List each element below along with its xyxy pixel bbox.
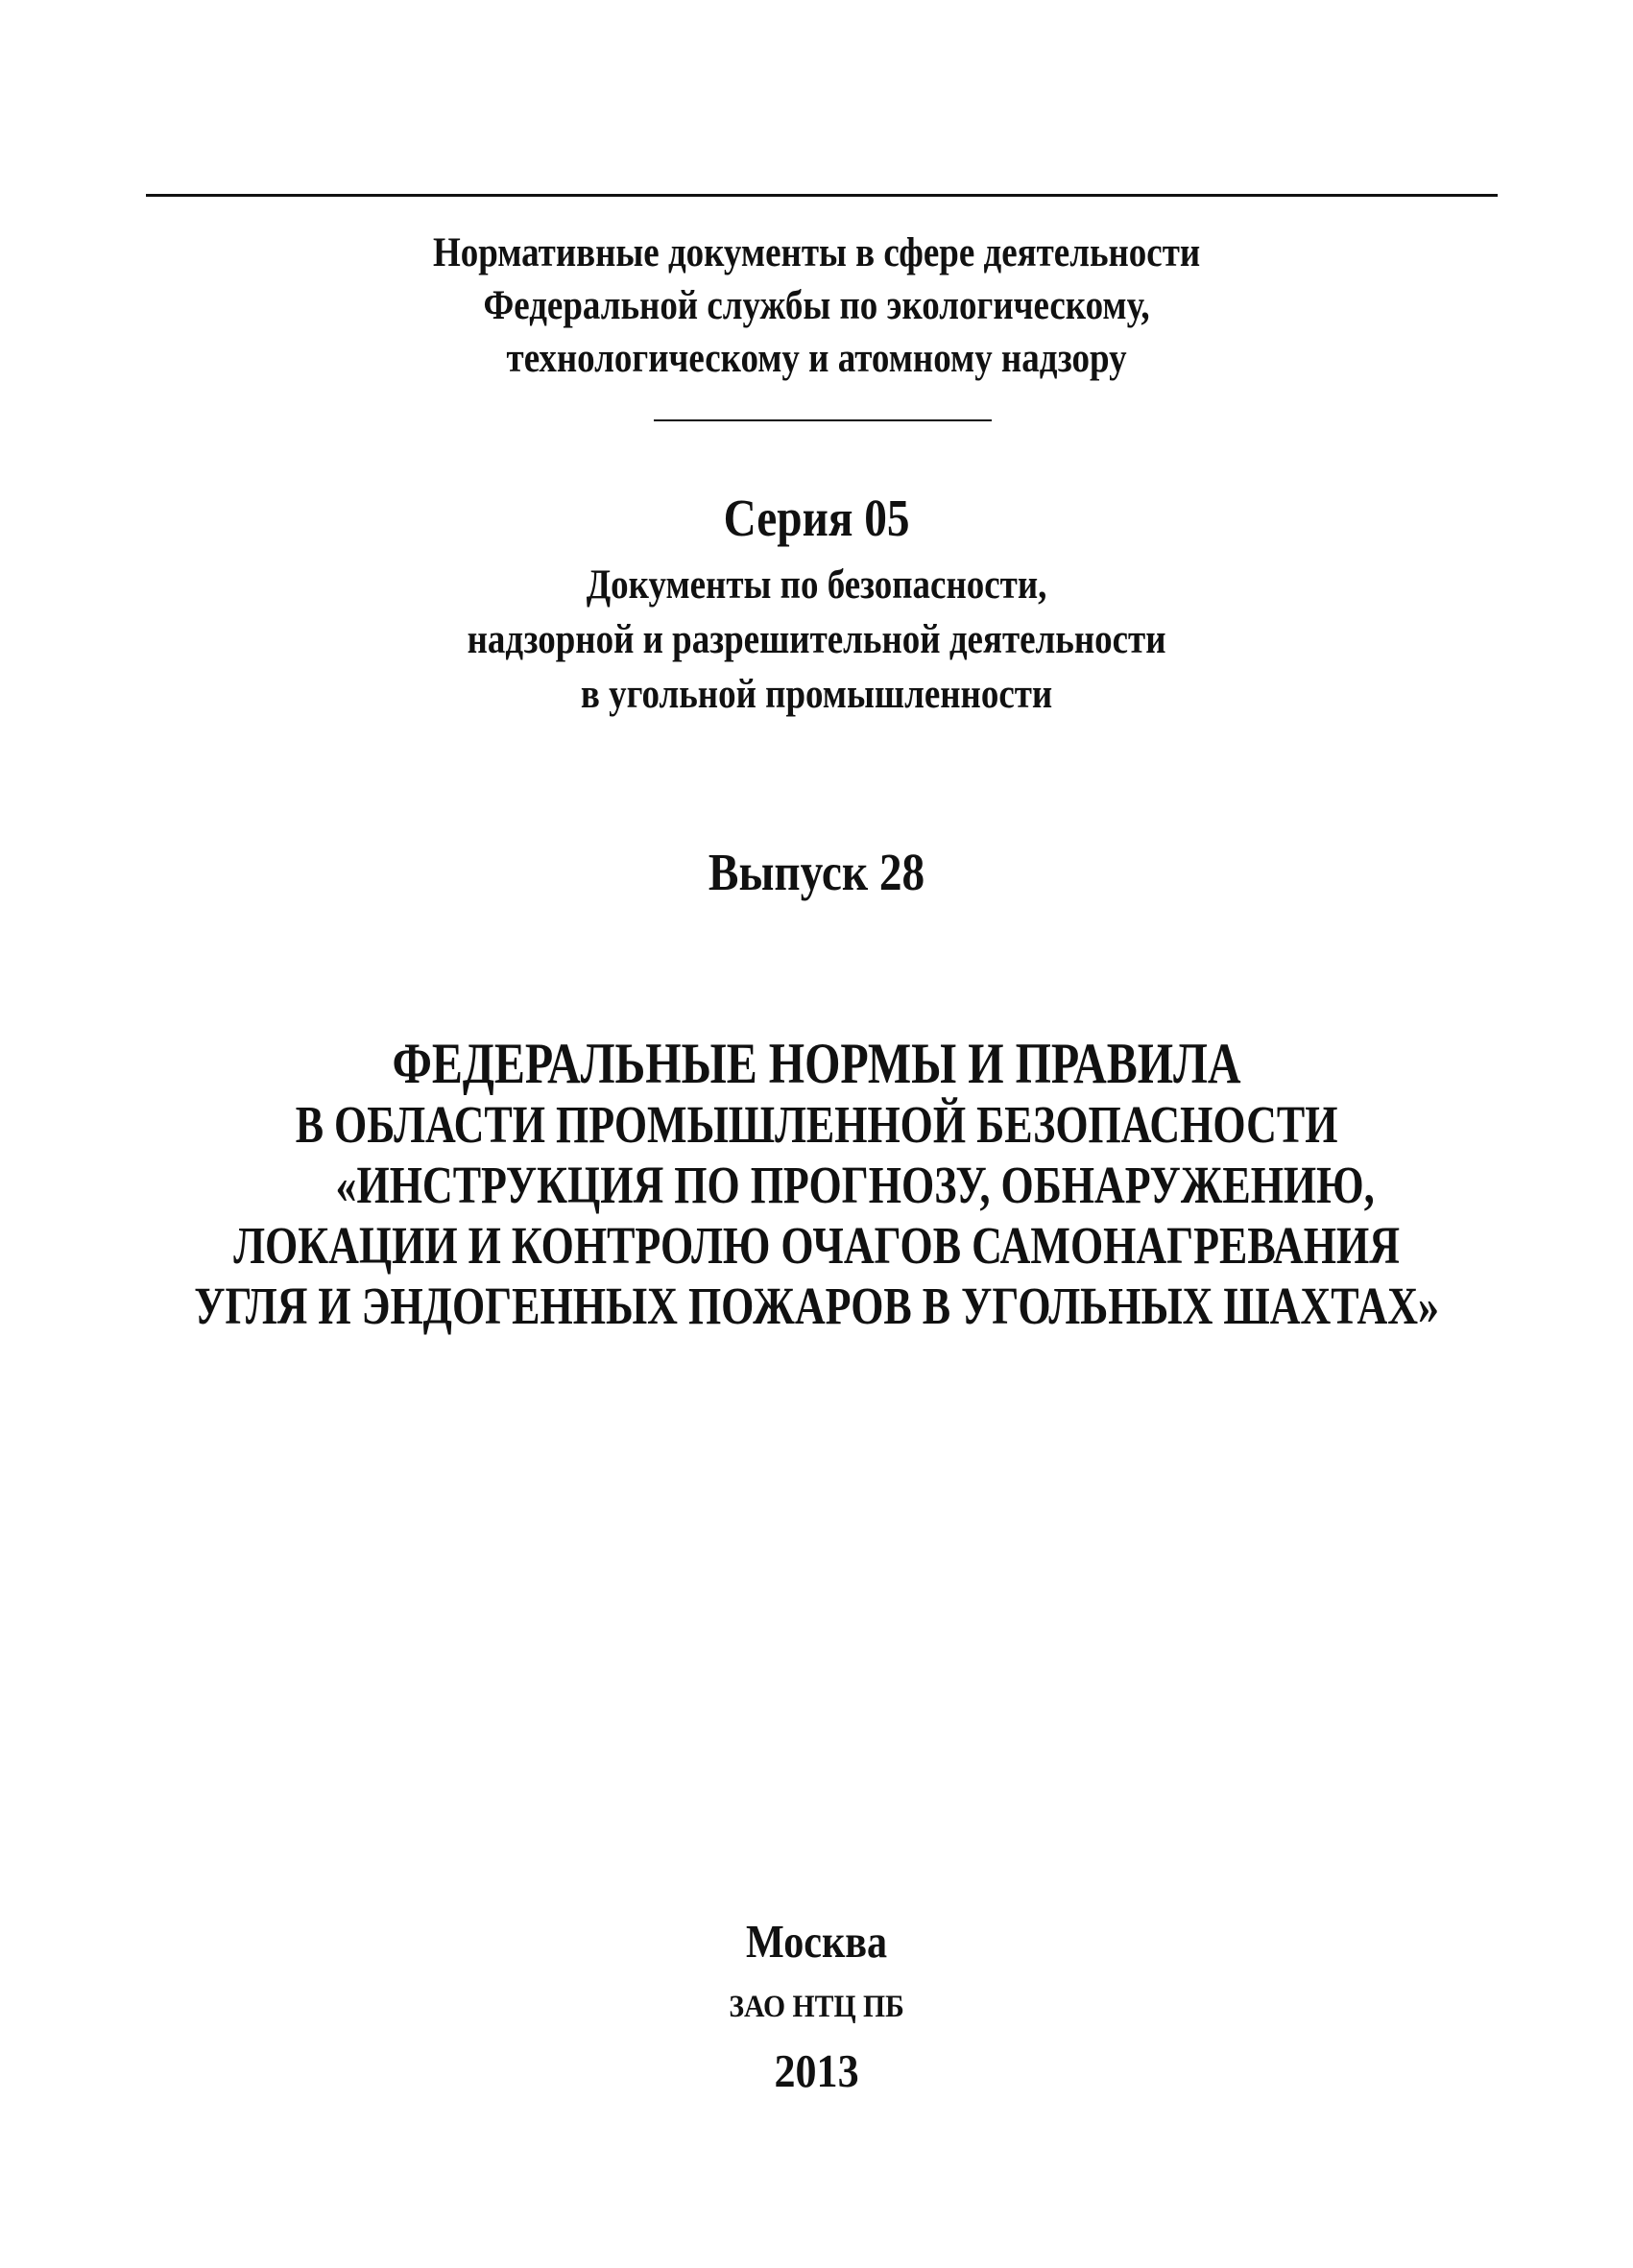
series-desc-line-2: надзорной и разрешительной деятельности: [467, 617, 1166, 662]
issuing-authority: [114, 227, 1519, 385]
series-desc-line-3: в угольной промышленности: [580, 672, 1053, 717]
issue-label: Выпуск 28: [708, 843, 925, 901]
top-divider: [146, 194, 1498, 197]
title-line-4: ЛОКАЦИИ И КОНТРОЛЮ ОЧАГОВ САМОНАГРЕВАНИЯ: [233, 1216, 1400, 1275]
imprint-year: [82, 2042, 1551, 2100]
authority-line-3: технологическому и атомному надзору: [506, 336, 1127, 381]
imprint-city: [114, 1913, 1519, 1970]
imprint-publisher: [82, 1987, 1551, 2027]
title-line-2: В ОБЛАСТИ ПРОМЫШЛЕННОЙ БЕЗОПАСНОСТИ: [295, 1095, 1338, 1154]
document-title: [163, 1034, 1470, 1336]
city-name: Москва: [746, 1915, 888, 1968]
title-line-3: «ИНСТРУКЦИЯ ПО ПРОГНОЗУ, ОБНАРУЖЕНИЮ,: [335, 1156, 1375, 1214]
title-line-5: УГЛЯ И ЭНДОГЕННЫХ ПОЖАРОВ В УГОЛЬНЫХ ШАХТАХ»: [194, 1277, 1440, 1335]
middle-divider: [654, 419, 992, 421]
series-title: [114, 487, 1519, 550]
authority-line-2: Федеральной службы по экологическому,: [483, 283, 1150, 328]
series-number: Серия 05: [723, 489, 910, 547]
series-desc-line-1: Документы по безопасности,: [586, 562, 1047, 608]
title-line-1: ФЕДЕРАЛЬНЫЕ НОРМЫ И ПРАВИЛА: [392, 1032, 1241, 1095]
issue-number: [114, 841, 1519, 904]
publication-year: 2013: [774, 2044, 859, 2097]
series-description: [114, 558, 1519, 722]
publisher-name: ЗАО НТЦ ПБ: [729, 1990, 904, 2024]
authority-line-1: Нормативные документы в сфере деятельности: [432, 230, 1201, 275]
